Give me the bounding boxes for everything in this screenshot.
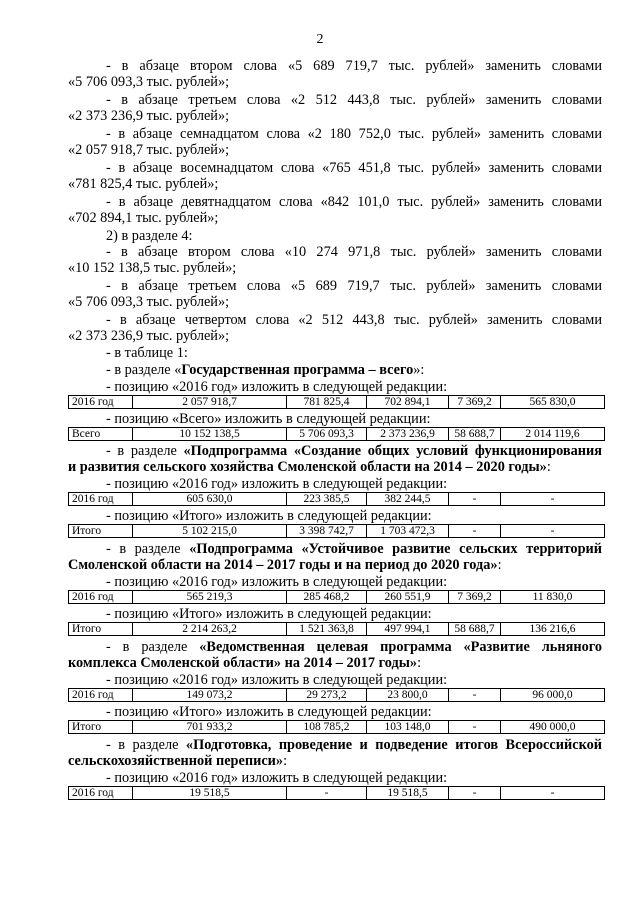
text-line: «702 894,1 тыс. рублей»; [68,210,219,226]
text-line: - в абзаце втором слова «5 689 719,7 тыс. рублей» заменить словами [106,58,602,74]
position-instruction: - позицию «2016 год» изложить в следующей редакции: [106,379,448,395]
position-instruction: - позицию «2016 год» изложить в следующей редакции: [106,574,448,590]
data-table [68,492,605,506]
table-row: Итого 5 102 215,0 3 398 742,7 1 703 472,3 - - [69,525,605,538]
table-row: 2016 год 605 630,0 223 385,5 382 244,5 - - [69,493,605,506]
table-row: 2016 год 2 057 918,7 781 825,4 702 894,1 7 369,2 565 830,0 [69,396,605,409]
text-line: - в абзаце семнадцатом слова «2 180 752,0 тыс. рублей» заменить словами [106,126,602,142]
section-heading-line: - в разделе «Подпрограмма «Устойчивое развитие сельских территорий [106,541,602,557]
table-row: Итого 701 933,2 108 785,2 103 148,0 - 490 000,0 [69,721,605,734]
data-table [68,524,605,538]
position-instruction: - позицию «2016 год» изложить в следующей редакции: [106,476,448,492]
data-table [68,427,605,441]
position-instruction: - позицию «Всего» изложить в следующей редакции: [106,411,431,427]
data-table [68,590,605,604]
text-line: «2 373 236,9 тыс. рублей»; [68,108,230,124]
position-instruction: - позицию «2016 год» изложить в следующей редакции: [106,770,448,786]
position-instruction: - позицию «Итого» изложить в следующей редакции: [106,508,432,524]
section-heading-line: и развития сельского хозяйства Смоленской области на 2014 – 2020 годы»: [68,459,551,475]
table-row: Всего 10 152 138,5 5 706 093,3 2 373 236,9 58 688,7 2 014 119,6 [69,428,605,441]
text-line: - в абзаце третьем слова «5 689 719,7 тыс. рублей» заменить словами [106,278,602,294]
data-table [68,786,605,800]
section-heading-line: комплекса Смоленской области» на 2014 – 2017 годы»: [68,655,422,671]
text-line: «5 706 093,3 тыс. рублей»; [68,74,230,90]
text-line: «2 057 918,7 тыс. рублей»; [68,142,230,158]
text-line: - в абзаце третьем слова «2 512 443,8 тыс. рублей» заменить словами [106,92,602,108]
section-heading-line: - в разделе «Подготовка, проведение и подведение итогов Всероссийской [106,737,603,753]
text-line: «781 825,4 тыс. рублей»; [68,176,219,192]
text-line: - в абзаце девятнадцатом слова «842 101,0 тыс. рублей» заменить словами [106,194,602,210]
section-heading-line: сельскохозяйственной переписи»: [68,753,288,769]
text-line: - в таблице 1: [106,345,188,361]
position-instruction: - позицию «2016 год» изложить в следующей редакции: [106,672,448,688]
data-table [68,622,605,636]
text-line: «10 152 138,5 тыс. рублей»; [68,260,237,276]
section-heading-line: - в разделе «Государственная программа – всего»: [106,362,425,378]
data-table [68,720,605,734]
table-row: Итого 2 214 263,2 1 521 363,8 497 994,1 58 688,7 136 216,6 [69,623,605,636]
table-row: 2016 год 565 219,3 285 468,2 260 551,9 7 369,2 11 830,0 [69,591,605,604]
table-row: 2016 год 149 073,2 29 273,2 23 800,0 - 96 000,0 [69,689,605,702]
table-row: 2016 год 19 518,5 - 19 518,5 - - [69,787,605,800]
text-line: - в абзаце втором слова «10 274 971,8 тыс. рублей» заменить словами [106,244,602,260]
data-table [68,395,605,409]
text-line: «2 373 236,9 тыс. рублей»; [68,328,230,344]
section-heading-line: Смоленской области на 2014 – 2017 годы и на период до 2020 года»: [68,557,502,573]
page-number: 2 [316,32,324,47]
position-instruction: - позицию «Итого» изложить в следующей редакции: [106,704,432,720]
text-line: - в абзаце четвертом слова «2 512 443,8 тыс. рублей» заменить словами [106,312,602,328]
text-line: - в абзаце восемнадцатом слова «765 451,8 тыс. рублей» заменить словами [106,160,602,176]
section-heading-line: - в разделе «Подпрограмма «Создание общих условий функционирования [106,443,602,459]
section-heading-line: - в разделе «Ведомственная целевая программа «Развитие льняного [106,639,603,655]
text-line: «5 706 093,3 тыс. рублей»; [68,294,230,310]
position-instruction: - позицию «Итого» изложить в следующей редакции: [106,606,432,622]
text-line: 2) в разделе 4: [106,228,193,244]
data-table [68,688,605,702]
